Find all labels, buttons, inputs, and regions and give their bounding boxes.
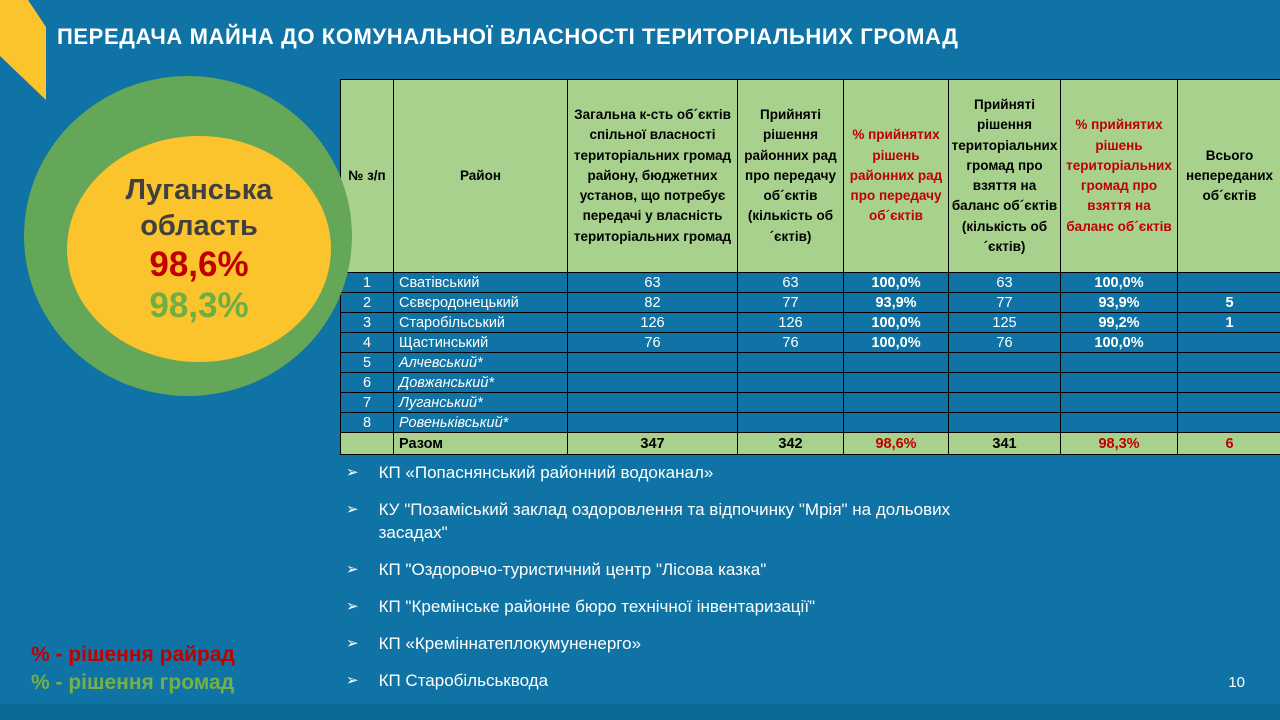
table-row (341, 313, 1280, 333)
col-header-hromada-decisions: Прийняті рішення територіальних громад про взяття на баланс об´єктів (кількість об´єктів) (949, 80, 1061, 273)
region-name: Луганська область (125, 174, 273, 242)
region-percent-rayrad: 98,6% (149, 245, 249, 284)
cell-total (568, 353, 738, 373)
arrow-bullet-icon: ➢ (346, 501, 359, 518)
cell-district: Ровеньківський* (394, 413, 568, 433)
arrow-bullet-icon: ➢ (346, 464, 359, 481)
cell-not-transferred: 5 (1178, 293, 1280, 313)
cell-district: Алчевський* (394, 353, 568, 373)
cell-rada-pct: 100,0% (844, 273, 949, 293)
cell-num: 3 (341, 313, 394, 333)
transfer-table (340, 79, 1280, 455)
cell-rada-pct: 100,0% (844, 313, 949, 333)
corner-ribbon-icon (0, 0, 46, 100)
col-header-district: Район (394, 80, 568, 273)
cell-rada-decisions (738, 373, 844, 393)
col-header-total-objects: Загальна к-сть об´єктів спільної власності територіальних громад району, бюджетних установ, що потребує передачі у власність територіальних громад (568, 80, 738, 273)
cell-hromada-pct (1061, 413, 1178, 433)
cell-district: Довжанський* (394, 373, 568, 393)
cell-district: Щастинський (394, 333, 568, 353)
footer-strip (0, 704, 1280, 720)
cell-not-transferred: 1 (1178, 313, 1280, 333)
cell-total (568, 393, 738, 413)
total-cell-total: 347 (568, 433, 738, 455)
cell-rada-decisions (738, 353, 844, 373)
table-row (341, 293, 1280, 313)
region-badge (24, 76, 352, 396)
cell-district: Луганський* (394, 393, 568, 413)
cell-rada-pct: 93,9% (844, 293, 949, 313)
col-header-hromada-pct: % прийнятих рішень територіальних громад про взяття на баланс об´єктів (1061, 80, 1178, 273)
cell-rada-decisions: 76 (738, 333, 844, 353)
cell-rada-pct (844, 413, 949, 433)
cell-not-transferred (1178, 413, 1280, 433)
table-row (341, 273, 1280, 293)
cell-rada-decisions (738, 393, 844, 413)
legend-hromad: % - рішення громад (31, 671, 235, 694)
region-percent-hromad: 98,3% (149, 286, 249, 325)
total-cell-rada-pct: 98,6% (844, 433, 949, 455)
list-item (346, 558, 994, 581)
page-number: 10 (1228, 674, 1245, 691)
total-cell-num (341, 433, 394, 455)
enterprise-list (346, 461, 994, 706)
cell-num: 4 (341, 333, 394, 353)
table-row (341, 393, 1280, 413)
list-item-text: КП Старобільськвода (378, 671, 549, 690)
cell-num: 8 (341, 413, 394, 433)
cell-hromada-pct: 100,0% (1061, 333, 1178, 353)
cell-hromada-decisions (949, 373, 1061, 393)
cell-hromada-decisions (949, 413, 1061, 433)
cell-total (568, 413, 738, 433)
cell-not-transferred (1178, 333, 1280, 353)
cell-total: 63 (568, 273, 738, 293)
legend (31, 641, 235, 697)
arrow-bullet-icon: ➢ (346, 598, 359, 615)
total-cell-rada-decisions: 342 (738, 433, 844, 455)
list-item-text: КП «Креміннатеплокумуненерго» (378, 634, 642, 653)
cell-rada-decisions: 77 (738, 293, 844, 313)
cell-num: 2 (341, 293, 394, 313)
cell-rada-decisions (738, 413, 844, 433)
table-total-row (341, 433, 1280, 455)
list-item-text: КП "Оздоровчо-туристичний центр "Лісова казка" (378, 560, 767, 579)
cell-rada-decisions: 126 (738, 313, 844, 333)
col-header-rada-pct: % прийнятих рішень районних рад про передачу об´єктів (844, 80, 949, 273)
cell-hromada-decisions: 63 (949, 273, 1061, 293)
total-cell-hromada-pct: 98,3% (1061, 433, 1178, 455)
cell-rada-decisions: 63 (738, 273, 844, 293)
arrow-bullet-icon: ➢ (346, 672, 359, 689)
arrow-bullet-icon: ➢ (346, 561, 359, 578)
cell-not-transferred (1178, 273, 1280, 293)
total-cell-hromada-decisions: 341 (949, 433, 1061, 455)
list-item-text: КП «Попаснянський районний водоканал» (378, 463, 714, 482)
cell-not-transferred (1178, 393, 1280, 413)
cell-hromada-pct (1061, 353, 1178, 373)
table-row (341, 413, 1280, 433)
col-header-rada-decisions: Прийняті рішення районних рад про передачу об´єктів (кількість об´єктів) (738, 80, 844, 273)
cell-hromada-decisions: 125 (949, 313, 1061, 333)
cell-district: Старобільський (394, 313, 568, 333)
cell-rada-pct: 100,0% (844, 333, 949, 353)
cell-hromada-pct (1061, 393, 1178, 413)
total-cell-label: Разом (394, 433, 568, 455)
list-item (346, 498, 994, 544)
table-body (341, 273, 1280, 433)
cell-num: 5 (341, 353, 394, 373)
table-row (341, 333, 1280, 353)
cell-rada-pct (844, 373, 949, 393)
region-badge-inner (67, 136, 331, 362)
cell-hromada-pct: 100,0% (1061, 273, 1178, 293)
col-header-not-transferred: Всього непереданих об´єктів (1178, 80, 1280, 273)
list-item-text: КП "Кремінське районне бюро технічної інвентаризації" (378, 597, 816, 616)
cell-not-transferred (1178, 353, 1280, 373)
cell-hromada-pct: 99,2% (1061, 313, 1178, 333)
cell-total (568, 373, 738, 393)
table-row (341, 353, 1280, 373)
list-item (346, 461, 994, 484)
cell-district: Сватівський (394, 273, 568, 293)
page-title: ПЕРЕДАЧА МАЙНА ДО КОМУНАЛЬНОЇ ВЛАСНОСТІ ТЕРИТОРІАЛЬНИХ ГРОМАД (57, 24, 959, 49)
arrow-bullet-icon: ➢ (346, 635, 359, 652)
cell-hromada-decisions: 76 (949, 333, 1061, 353)
cell-hromada-pct (1061, 373, 1178, 393)
cell-hromada-decisions (949, 393, 1061, 413)
table-header-row (341, 80, 1280, 273)
cell-num: 1 (341, 273, 394, 293)
cell-hromada-decisions: 77 (949, 293, 1061, 313)
col-header-num: № з/п (341, 80, 394, 273)
cell-num: 6 (341, 373, 394, 393)
list-item (346, 595, 994, 618)
cell-district: Сєвєродонецький (394, 293, 568, 313)
cell-not-transferred (1178, 373, 1280, 393)
cell-total: 126 (568, 313, 738, 333)
cell-hromada-decisions (949, 353, 1061, 373)
cell-total: 76 (568, 333, 738, 353)
cell-num: 7 (341, 393, 394, 413)
cell-rada-pct (844, 353, 949, 373)
total-cell-not-transferred: 6 (1178, 433, 1280, 455)
cell-rada-pct (844, 393, 949, 413)
list-item (346, 632, 994, 655)
cell-hromada-pct: 93,9% (1061, 293, 1178, 313)
list-item (346, 669, 994, 692)
cell-total: 82 (568, 293, 738, 313)
legend-rayrad: % - рішення райрад (31, 643, 235, 666)
table-row (341, 373, 1280, 393)
list-item-text: КУ "Позаміський заклад оздоровлення та відпочинку "Мрія" на дольових засадах" (378, 500, 951, 542)
